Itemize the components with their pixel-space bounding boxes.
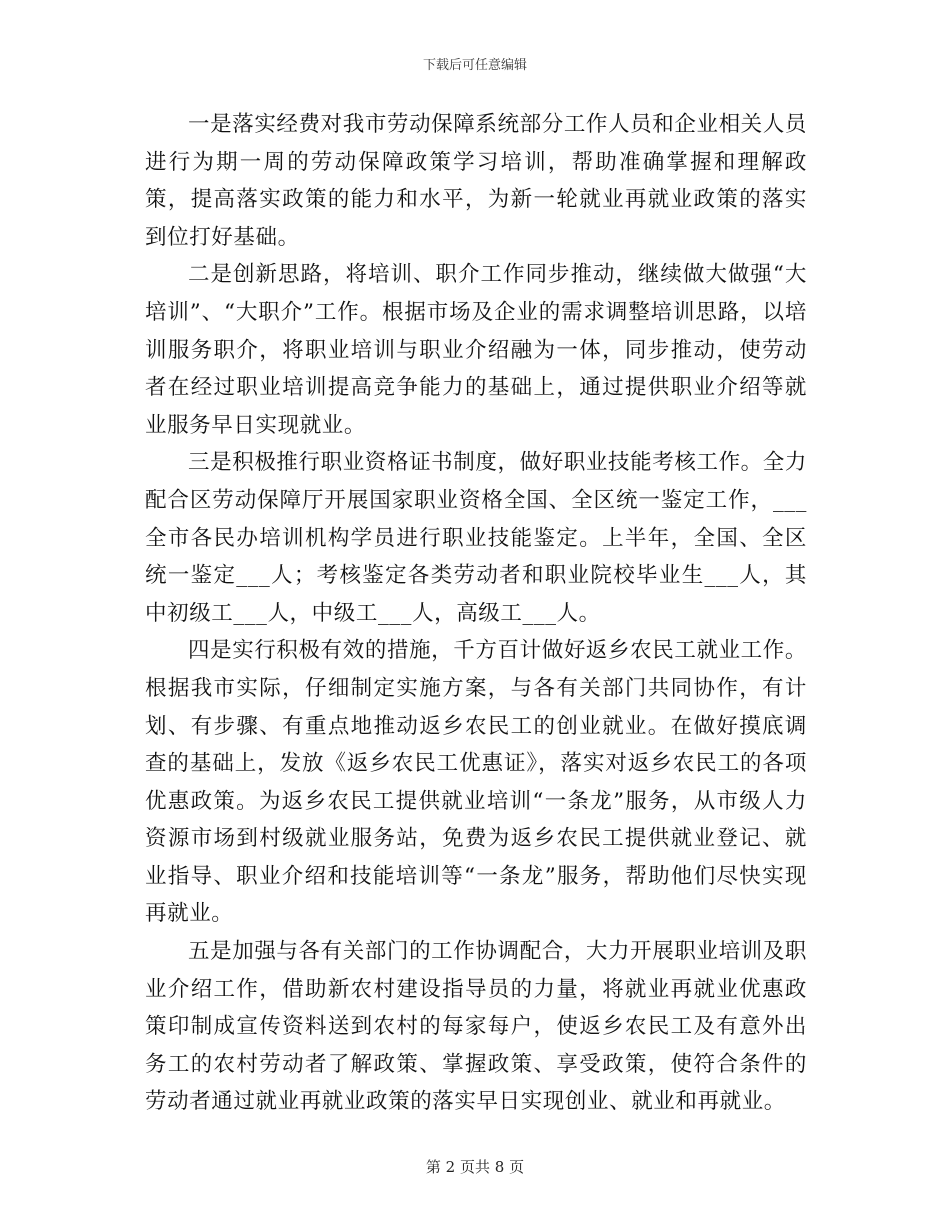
page-footer: 第 2 页共 8 页 <box>425 1158 525 1176</box>
paragraph-1: 一是落实经费对我市劳动保障系统部分工作人员和企业相关人员进行为期一周的劳动保障政策学习培训，帮助准确掌握和理解政策，提高落实政策的能力和水平，为新一轮就业再就业政策的落实到位打好基础。 <box>145 112 807 250</box>
document-body <box>145 106 807 1121</box>
paragraph-4: 四是实行积极有效的措施，千方百计做好返乡农民工就业工作。根据我市实际，仔细制定实施方案，与各有关部门共同协作，有计划、有步骤、有重点地推动返乡农民工的创业就业。在做好摸底调查的基础上，发放《返乡农民工优惠证》，落实对返乡农民工的各项优惠政策。为返乡农民工提供就业培训“一条龙”服务，从市级人力资源市场到村级就业服务站，免费为返乡农民工提供就业登记、就业指导、职业介绍和技能培训等“一条龙”服务，帮助他们尽快实现再就业。 <box>145 638 807 927</box>
paragraph-5: 五是加强与各有关部门的工作协调配合，大力开展职业培训及职业介绍工作，借助新农村建设指导员的力量，将就业再就业优惠政策印制成宣传资料送到农村的每家每户，使返乡农民工及有意外出务工的农村劳动者了解政策、掌握政策、享受政策，使符合条件的劳动者通过就业再就业政策的落实早日实现创业、就业和再就业。 <box>145 939 807 1115</box>
paragraph-3: 三是积极推行职业资格证书制度，做好职业技能考核工作。全力配合区劳动保障厅开展国家职业资格全国、全区统一鉴定工作，___全市各民办培训机构学员进行职业技能鉴定。上半年，全国、全区统一鉴定___人；考核鉴定各类劳动者和职业院校毕业生___人，其中初级工___人，中级工___人，高级工___人。 <box>145 450 807 626</box>
paragraph-2: 二是创新思路，将培训、职介工作同步推动，继续做大做强“大培训”、“大职介”工作。根据市场及企业的需求调整培训思路，以培训服务职介，将职业培训与职业介绍融为一体，同步推动，使劳动者在经过职业培训提高竞争能力的基础上，通过提供职业介绍等就业服务早日实现就业。 <box>145 262 807 438</box>
page-header: 下载后可任意编辑 <box>422 58 527 73</box>
